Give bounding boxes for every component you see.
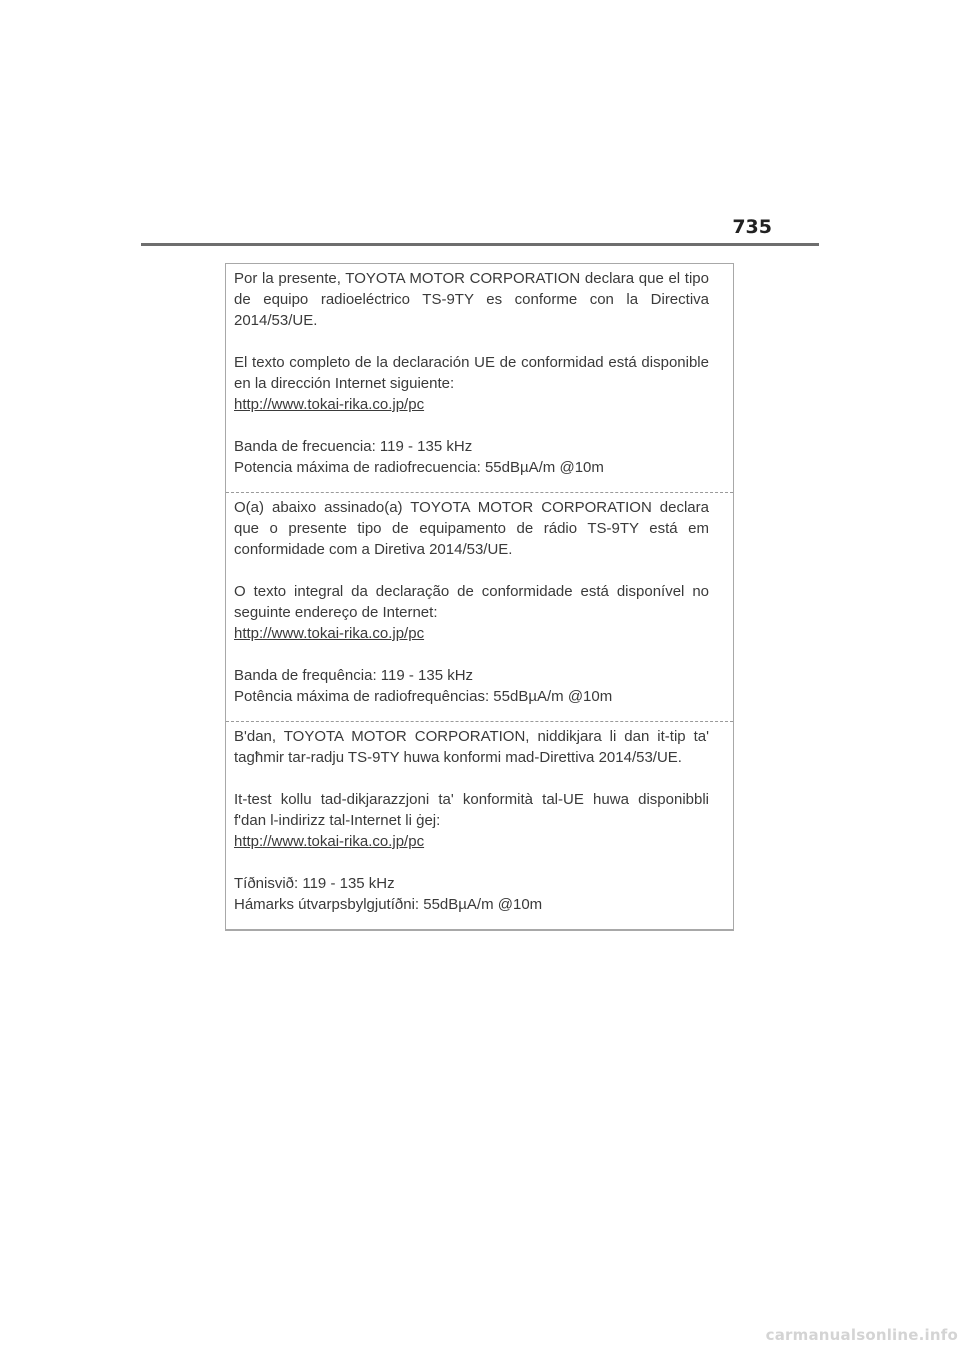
power-text: Potência máxima de radiofrequências: 55dBµA/m @10m	[234, 688, 613, 705]
declaration-text: O(a) abaixo assinado(a) TOYOTA MOTOR CORPORATION declara que o presente tipo de equipamento de rádio TS-9TY está em conformidade com a Diretiva 2014/53/UE.	[234, 499, 709, 558]
declaration-link[interactable]: http://www.tokai-rika.co.jp/pc	[234, 833, 425, 850]
declaration-link[interactable]: http://www.tokai-rika.co.jp/pc	[234, 625, 425, 642]
availability-text: It-test kollu tad-dikjarazzjoni ta' konformità tal-UE huwa disponibbli f'dan l-indirizz tal-Internet li ġej:	[234, 791, 709, 829]
specs-block	[234, 665, 709, 707]
header-rule	[141, 243, 819, 246]
declaration-text: B'dan, TOYOTA MOTOR CORPORATION, niddikjara li dan it-tip ta' tagħmir tar-radju TS-9TY huwa konformi mad-Direttiva 2014/53/UE.	[234, 728, 709, 766]
power-text: Potencia máxima de radiofrecuencia: 55dBµA/m @10m	[234, 459, 604, 476]
section-portuguese	[226, 493, 733, 722]
availability-text: O texto integral da declaração de conformidade está disponível no seguinte endereço de Internet:	[234, 583, 709, 621]
power-text: Hámarks útvarpsbylgjutíðni: 55dBµA/m @10m	[234, 896, 543, 913]
section-spanish	[226, 264, 733, 493]
frequency-text: Tíðnisvið: 119 - 135 kHz	[234, 875, 395, 892]
site-watermark: carmanualsonline.info	[765, 1326, 958, 1344]
specs-block	[234, 436, 709, 478]
frequency-text: Banda de frecuencia: 119 - 135 kHz	[234, 438, 473, 455]
availability-block	[234, 581, 709, 644]
page-number: 735	[732, 216, 772, 238]
frequency-text: Banda de frequência: 119 - 135 kHz	[234, 667, 474, 684]
declaration-link[interactable]: http://www.tokai-rika.co.jp/pc	[234, 396, 425, 413]
availability-block	[234, 789, 709, 852]
availability-block	[234, 352, 709, 415]
availability-text: El texto completo de la declaración UE de conformidad está disponible en la dirección Internet siguiente:	[234, 354, 709, 392]
declaration-text: Por la presente, TOYOTA MOTOR CORPORATION declara que el tipo de equipo radioeléctrico TS-9TY es conforme con la Directiva 2014/53/UE.	[234, 270, 709, 329]
conformity-notice-box	[225, 263, 734, 931]
section-maltese	[226, 722, 733, 930]
specs-block	[234, 873, 709, 915]
